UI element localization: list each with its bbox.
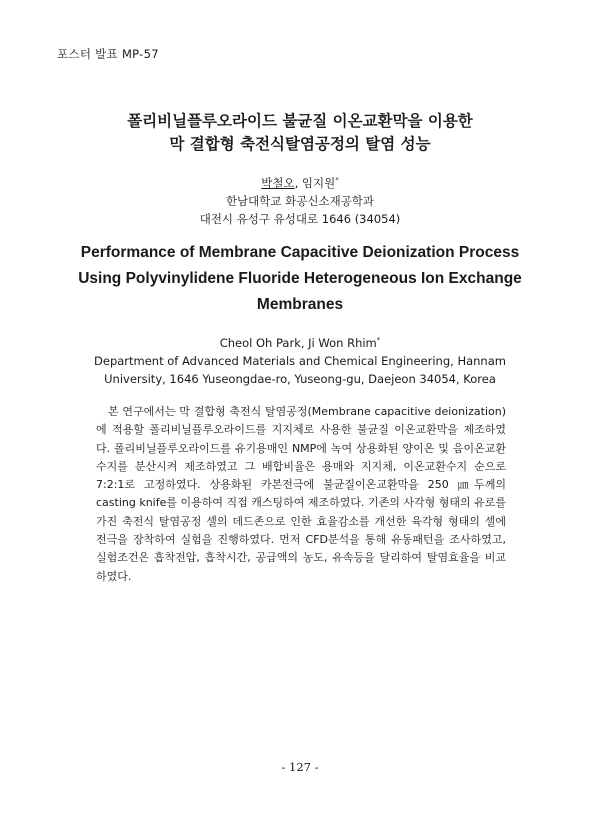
affiliation-korean: 한남대학교 화공신소재공학과: [225, 194, 375, 208]
corresponding-mark: *: [335, 176, 339, 185]
title-korean: [0, 110, 600, 156]
author-names-english-text: Cheol Oh Park, Ji Won Rhim: [219, 336, 377, 350]
affiliation-english-line-1: Department of Advanced Materials and Chemical Engineering, Hannam: [94, 354, 506, 368]
affiliation-english-line-2: University, 1646 Yuseongdae-ro, Yuseong-gu, Daejeon 34054, Korea: [104, 372, 496, 386]
page-number: - 127 -: [281, 760, 319, 774]
corresponding-author: 임지원: [301, 176, 336, 190]
author-names-korean: [0, 174, 600, 192]
title-korean-line-1: 폴리비닐플루오라이드 불균질 이온교환막을 이용한: [127, 112, 473, 130]
address-korean: 대전시 유성구 유성대로 1646 (34054): [199, 212, 401, 226]
abstract-paragraph: 본 연구에서는 막 결합형 축전식 탈염공정(Membrane capacitive deionization)에 적용할 폴리비닐플루오라이드를 지지체로 사용한 불균질 이온교환막을 제조하였다. 폴리비닐플루오라이드를 유기용매인 NMP에 녹여 상용화된 양이온 및 음이온교환수지를 분산시켜 제조하였고 그 배합비율은 용매와 지지체, 이온교환수지 순으로 7:2:1로 고정하였다. 상용화된 카본전극에 불균질이온교환막을 250 ㎛두께의 casting knife를 이용하여 직접 캐스팅하여 제조하였다. 기존의 사각형 형태의 유로를 가진 축전식 탈염공정 셀의 데드존으로 인한 효율감소를 개선한 육각형 형태의 셀에 전극을 장착하여 실험을 진행하였다. 먼저 CFD분석을 통해 유동패턴을 조사하였고, 실험조건은 흡착전압, 흡착시간, 공급액의 농도, 유속등을 달리하여 탈염효율을 비교하였다.: [96, 405, 506, 583]
abstract: [96, 403, 506, 586]
authors-english: [0, 334, 600, 388]
corresponding-mark-english: *: [376, 336, 381, 345]
session-tag: 포스터 발표 MP-57: [57, 47, 159, 61]
title-english: [0, 240, 600, 318]
author-separator: ,: [294, 176, 302, 190]
title-korean-line-2: 막 결합형 축전식탈염공정의 탈염 성능: [169, 135, 431, 153]
title-english-line-1: Performance of Membrane Capacitive Deionization Process: [80, 244, 520, 261]
title-english-line-3: Membranes: [256, 296, 344, 313]
presenting-author: 박철오: [261, 176, 295, 190]
authors-korean: [0, 174, 600, 228]
author-names-english: [0, 334, 600, 352]
title-english-line-2: Using Polyvinylidene Fluoride Heterogeneous Ion Exchange: [78, 270, 522, 287]
